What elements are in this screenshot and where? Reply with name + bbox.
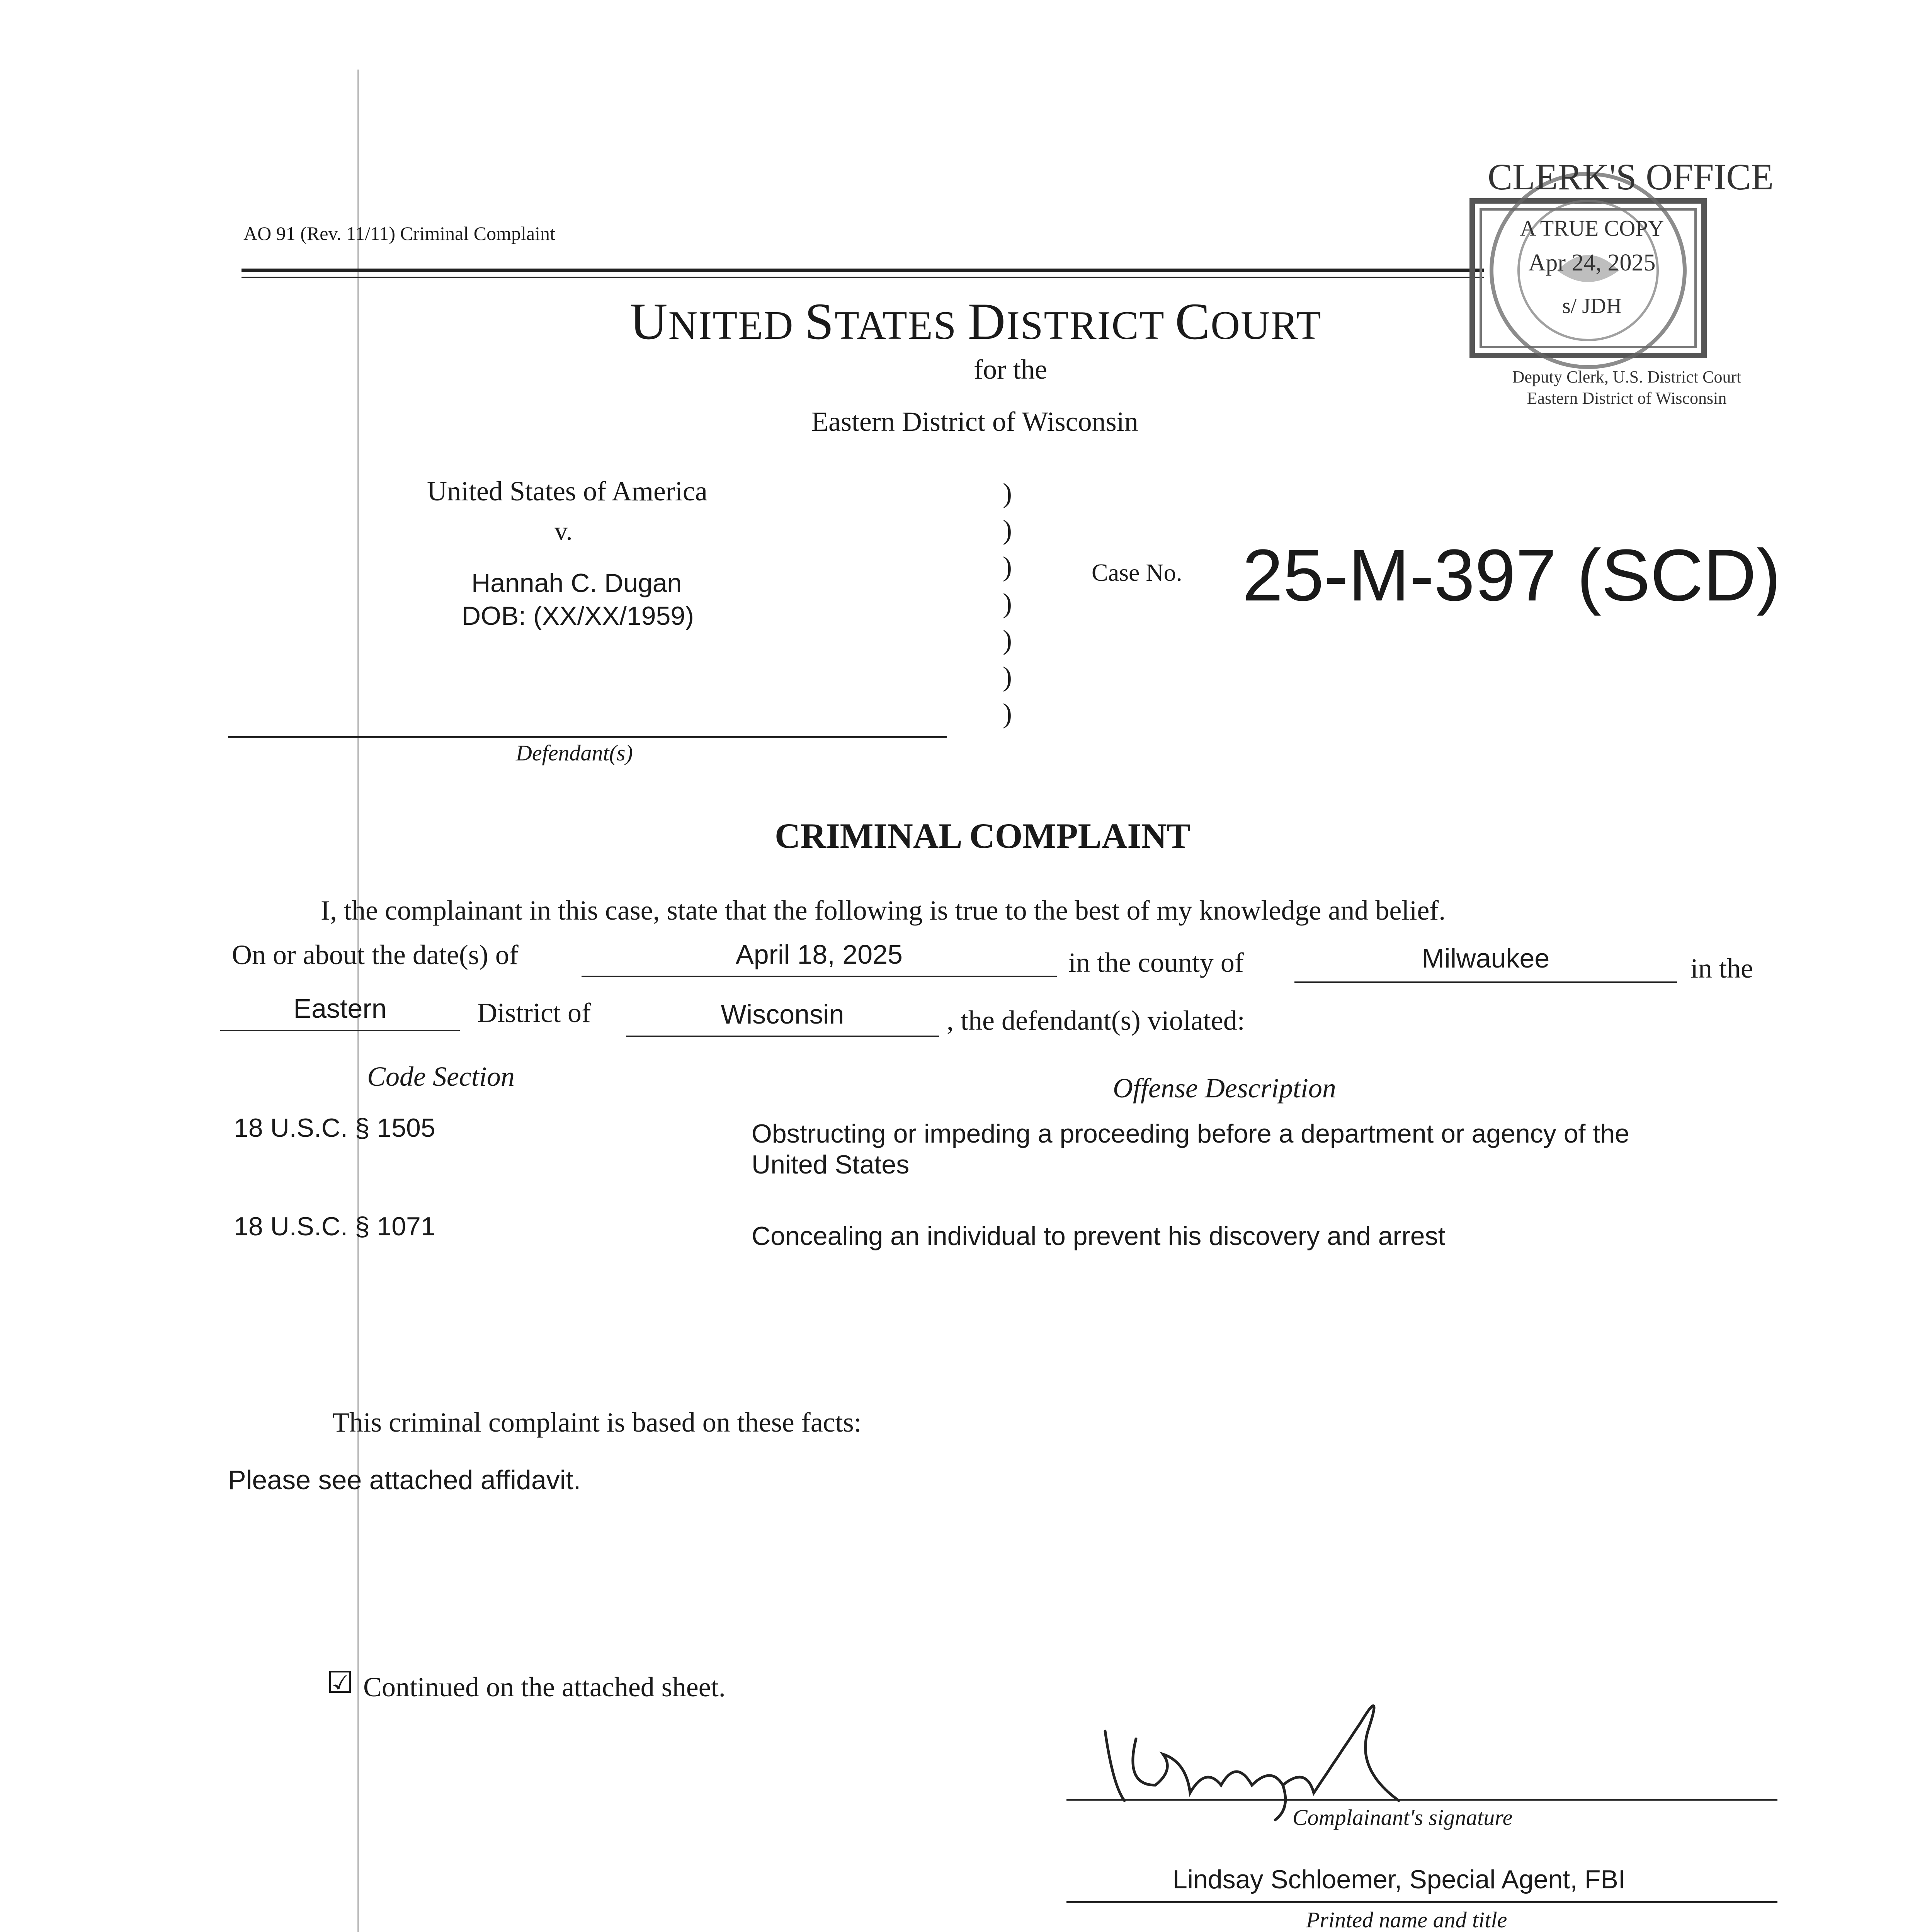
caption-paren: ) xyxy=(1003,661,1012,692)
complainant-signature-rule xyxy=(1066,1799,1777,1801)
plaintiff-name: United States of America xyxy=(427,476,707,507)
complainant-statement: I, the complainant in this case, state that the following is true to the best of my knowledge and belief. xyxy=(321,895,1446,926)
on-or-about-label: On or about the date(s) of xyxy=(232,939,519,970)
case-number-label: Case No. xyxy=(1092,559,1182,586)
caption-paren: ) xyxy=(1003,588,1012,619)
defendant-name: Hannah C. Dugan xyxy=(471,568,682,598)
offense-code: 18 U.S.C. § 1071 xyxy=(234,1212,435,1241)
caption-paren: ) xyxy=(1003,624,1012,655)
facts-value: Please see attached affidavit. xyxy=(228,1465,581,1495)
complainant-signature-caption: Complainant's signature xyxy=(1293,1805,1513,1830)
complainant-printed-rule xyxy=(1066,1901,1777,1903)
seal-true-copy: A TRUE COPY xyxy=(1520,216,1664,241)
caption-paren: ) xyxy=(1003,698,1012,729)
state-rule xyxy=(626,1036,939,1037)
seal-district: Eastern District of Wisconsin xyxy=(1527,389,1727,408)
defendant-rule xyxy=(228,736,947,738)
offense-description: Obstructing or impeding a proceeding before a department or agency of the xyxy=(752,1119,1629,1148)
complainant-printed-name: Lindsay Schloemer, Special Agent, FBI xyxy=(1173,1865,1626,1894)
defendant-dob: DOB: (XX/XX/1959) xyxy=(462,601,694,631)
for-the-label: for the xyxy=(974,354,1047,385)
seal-top-text: CLERK'S OFFICE xyxy=(1487,156,1774,197)
header-rule-thin xyxy=(242,277,1484,278)
offense-date: April 18, 2025 xyxy=(736,939,903,969)
offense-description: Concealing an individual to prevent his discovery and arrest xyxy=(752,1221,1446,1251)
code-section-header: Code Section xyxy=(367,1061,515,1092)
offense-description-header: Offense Description xyxy=(1113,1073,1336,1104)
seal-initials: s/ JDH xyxy=(1562,294,1622,318)
caption-paren: ) xyxy=(1003,514,1012,545)
clerk-seal-stamp xyxy=(1464,155,1804,448)
county: Milwaukee xyxy=(1422,943,1550,973)
district-part: Eastern xyxy=(293,993,387,1024)
seal-date: Apr 24, 2025 xyxy=(1528,250,1656,276)
district-part-rule xyxy=(220,1030,460,1031)
defendant-label: Defendant(s) xyxy=(516,740,633,765)
complainant-printed-caption: Printed name and title xyxy=(1306,1907,1507,1932)
form-identifier: AO 91 (Rev. 11/11) Criminal Complaint xyxy=(243,223,555,244)
state: Wisconsin xyxy=(721,999,844,1029)
district-name: Eastern District of Wisconsin xyxy=(811,406,1138,437)
offense-code: 18 U.S.C. § 1505 xyxy=(234,1113,435,1143)
complainant-signature xyxy=(1090,1669,1515,1824)
caption-paren: ) xyxy=(1003,478,1012,509)
continued-label: Continued on the attached sheet. xyxy=(363,1672,726,1702)
header-rule xyxy=(242,269,1484,272)
case-number: 25-M-397 (SCD) xyxy=(1242,534,1781,616)
offense-date-rule xyxy=(582,976,1057,977)
court-title: UNITED STATES DISTRICT COURT xyxy=(630,293,1322,350)
violated-label: , the defendant(s) violated: xyxy=(947,1005,1245,1036)
county-rule xyxy=(1294,981,1677,983)
offense-description-cont: United States xyxy=(752,1150,910,1179)
in-county-label: in the county of xyxy=(1068,947,1244,978)
seal-deputy-clerk: Deputy Clerk, U.S. District Court xyxy=(1512,367,1742,386)
continued-checkbox[interactable]: ☑ xyxy=(327,1666,354,1699)
in-the-label: in the xyxy=(1690,953,1753,984)
versus-label: v. xyxy=(554,516,573,546)
facts-label: This criminal complaint is based on these facts: xyxy=(332,1407,862,1438)
complaint-heading: CRIMINAL COMPLAINT xyxy=(775,816,1190,855)
district-of-label: District of xyxy=(477,997,591,1028)
caption-paren: ) xyxy=(1003,551,1012,582)
